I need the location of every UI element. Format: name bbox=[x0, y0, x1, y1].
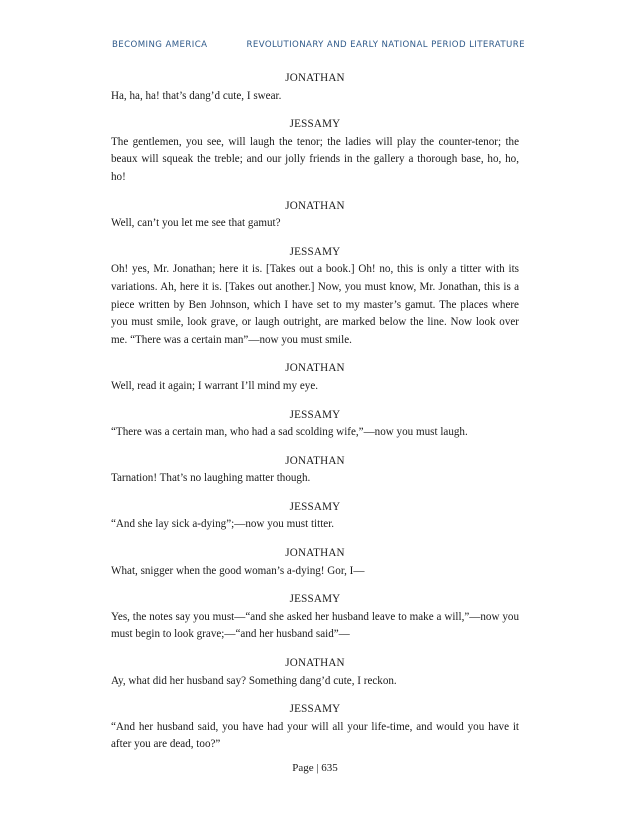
dialogue-block bbox=[111, 244, 519, 350]
dialogue-line: “And she lay sick a-dying”;—now you must titter. bbox=[111, 518, 335, 531]
speaker-name: JESSAMY bbox=[289, 408, 341, 421]
speaker-name: JONATHAN bbox=[285, 199, 345, 212]
speaker-name: JONATHAN bbox=[285, 547, 345, 560]
dialogue-line: “There was a certain man, who had a sad scolding wife,”—now you must laugh. bbox=[111, 426, 468, 439]
speaker-name: JESSAMY bbox=[289, 245, 341, 258]
dialogue-block bbox=[111, 70, 519, 105]
dialogue-block bbox=[111, 453, 519, 488]
play-dialogue bbox=[111, 70, 519, 765]
dialogue-line: Well, can’t you let me see that gamut? bbox=[111, 217, 281, 230]
dialogue-block bbox=[111, 591, 519, 644]
speaker-name: JONATHAN bbox=[285, 362, 345, 375]
speaker-name: JONATHAN bbox=[285, 72, 345, 84]
dialogue-line: The gentlemen, you see, will laugh the tenor; the ladies will play the counter-tenor; the beaux will squeak the treble; and our jolly friends in the gallery a thorough base, ho, ho, ho! bbox=[111, 135, 519, 183]
dialogue-line: Ay, what did her husband say? Something dang’d cute, I reckon. bbox=[111, 674, 397, 687]
dialogue-line: Well, read it again; I warrant I’ll mind my eye. bbox=[111, 379, 319, 392]
header-section-title: REVOLUTIONARY AND EARLY NATIONAL PERIOD LITERATURE bbox=[246, 40, 525, 50]
dialogue-line: Tarnation! That’s no laughing matter though. bbox=[111, 472, 311, 485]
dialogue-block bbox=[111, 198, 519, 233]
header-book-title: BECOMING AMERICA bbox=[112, 40, 208, 50]
speaker-name: JESSAMY bbox=[289, 703, 341, 716]
dialogue-block bbox=[111, 407, 519, 442]
speaker-name: JONATHAN bbox=[285, 657, 345, 670]
speaker-name: JONATHAN bbox=[285, 454, 345, 467]
dialogue-block bbox=[111, 116, 519, 186]
dialogue-block bbox=[111, 360, 519, 395]
dialogue-line: Yes, the notes say you must—“and she asked her husband leave to make a will,”—now you must begin to look grave;—“and her husband said”— bbox=[111, 610, 519, 641]
dialogue-line: “And her husband said, you have had your will all your life-time, and would you have it after you are dead, too?” bbox=[111, 720, 519, 751]
speaker-name: JESSAMY bbox=[289, 500, 341, 513]
running-header bbox=[112, 40, 525, 50]
dialogue-block bbox=[111, 655, 519, 690]
dialogue-line: What, snigger when the good woman’s a-dying! Gor, I— bbox=[111, 564, 365, 577]
page-number: Page | 635 bbox=[292, 762, 338, 774]
dialogue-line: Oh! yes, Mr. Jonathan; here it is. [Takes out a book.] Oh! no, this is only a titter with its variations. Ah, here it is. [Takes out another.] Now, you must know, Mr. Jonathan, this is a piece written by Ben Johnson, which I have set to my master’s gamut. The places where you must smile, look grave, or laugh outright, are marked below the line. Now look over me. “There was a certain man”—now you must smile. bbox=[111, 263, 519, 346]
dialogue-block bbox=[111, 499, 519, 534]
dialogue-block bbox=[111, 701, 519, 754]
dialogue-line: Ha, ha, ha! that’s dang’d cute, I swear. bbox=[111, 89, 282, 102]
dialogue-block bbox=[111, 545, 519, 580]
speaker-name: JESSAMY bbox=[289, 118, 341, 131]
speaker-name: JESSAMY bbox=[289, 593, 341, 606]
